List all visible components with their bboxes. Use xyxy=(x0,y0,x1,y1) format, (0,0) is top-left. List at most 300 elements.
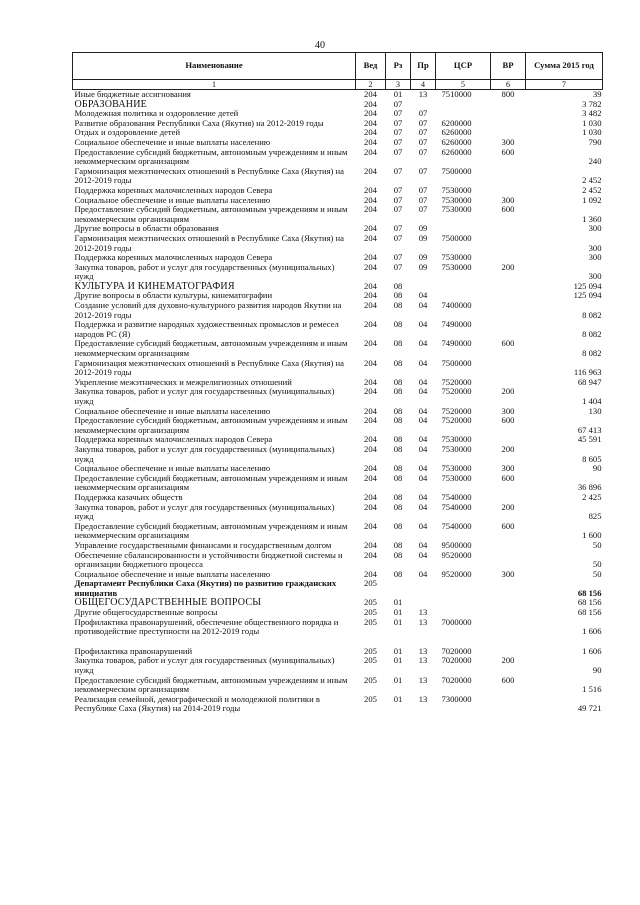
cell-sum: 90 xyxy=(592,665,602,676)
cell-name: Социальное обеспечение и иные выплаты населению xyxy=(74,463,271,474)
cell-ved: 205 xyxy=(364,645,377,656)
table-row xyxy=(73,676,603,695)
cell-vr: 200 xyxy=(501,386,515,397)
cell-ved: 204 xyxy=(364,117,377,128)
cell-sum: 2 452 xyxy=(582,175,602,186)
cell-sum: 50 xyxy=(592,559,602,570)
cell-sum: 825 xyxy=(588,511,602,522)
table-row xyxy=(73,695,603,714)
cell-sum: 300 xyxy=(588,271,602,282)
table-row xyxy=(73,148,603,167)
cell-rz: 01 xyxy=(393,645,403,656)
cell-sum: 2 425 xyxy=(582,491,602,502)
cell-ved: 204 xyxy=(364,472,377,483)
cell-pr: 13 xyxy=(418,674,428,685)
cell-ved: 205 xyxy=(364,607,377,618)
cell-name: Отдых и оздоровление детей xyxy=(74,127,181,138)
cell-name: Предоставление субсидий бюджетным, автономным учреждениям и иным некоммерческим организациям xyxy=(74,520,348,541)
cell-name: Поддержка коренных малочисленных народов Севера xyxy=(74,434,273,445)
cell-pr: 07 xyxy=(418,117,428,128)
cell-pr: 04 xyxy=(418,376,428,387)
cell-rz: 08 xyxy=(393,338,403,349)
cell-ved: 204 xyxy=(364,261,377,272)
cell-ved: 204 xyxy=(364,501,377,512)
cell-csr: 7000000 xyxy=(441,616,472,627)
cell-sum: 125 094 xyxy=(573,290,602,301)
cell-csr: 9500000 xyxy=(441,539,472,550)
cell-sum: 1 360 xyxy=(582,213,602,224)
cell-sum: 1 516 xyxy=(582,684,602,695)
cell-vr xyxy=(491,282,526,292)
cell-csr: 7500000 xyxy=(441,357,472,368)
cell-sum: 790 xyxy=(588,136,602,147)
cell-csr: 7530000 xyxy=(441,463,472,474)
cell-pr: 07 xyxy=(418,127,428,138)
table-row xyxy=(73,387,603,406)
cell-name: Гармонизация межэтнических отношений в Республике Саха (Якутия) на 2012-2019 годы xyxy=(74,232,344,253)
cell-rz: 07 xyxy=(393,204,403,215)
cell-csr: 6260000 xyxy=(441,127,472,138)
cell-sum: 8 082 xyxy=(582,309,602,320)
cell-sum: 90 xyxy=(592,463,602,474)
cell-rz: 08 xyxy=(393,405,403,416)
cell-csr: 6260000 xyxy=(441,146,472,157)
cell-ved: 204 xyxy=(364,146,377,157)
cell-csr: 6260000 xyxy=(441,136,472,147)
cell-name: Закупка товаров, работ и услуг для государственных (муниципальных) нужд xyxy=(74,261,335,282)
table-row xyxy=(73,234,603,253)
table-row xyxy=(73,618,603,637)
column-numbers-row xyxy=(73,80,603,90)
cell-sum: 130 xyxy=(588,405,602,416)
table-body xyxy=(73,90,603,715)
cell-sum: 1 092 xyxy=(582,194,602,205)
cell-csr xyxy=(436,579,491,598)
cell-ved: 204 xyxy=(364,376,377,387)
cell-ved: 204 xyxy=(364,98,377,109)
cell-pr: 13 xyxy=(418,655,428,666)
cell-rz: 01 xyxy=(393,607,403,618)
header-rz: Рз xyxy=(386,53,411,80)
cell-csr: 7530000 xyxy=(441,184,472,195)
cell-csr: 7300000 xyxy=(441,693,472,704)
cell-ved: 204 xyxy=(364,232,377,243)
cell-vr xyxy=(491,618,526,637)
cell-vr xyxy=(491,551,526,570)
cell-pr: 04 xyxy=(418,300,428,311)
cell-pr: 04 xyxy=(418,463,428,474)
cell-ved: 205 xyxy=(364,597,377,608)
cell-name: Обеспечение сбалансированности и устойчивости бюджетной системы и организации бюджетного процесса xyxy=(74,549,343,570)
cell-name: Гармонизация межэтнических отношений в Республике Саха (Якутия) на 2012-2019 годы xyxy=(74,357,344,378)
cell-vr xyxy=(491,234,526,253)
cell-ved: 205 xyxy=(364,655,377,666)
cell-sum: 68 947 xyxy=(577,376,602,387)
cell-csr: 7540000 xyxy=(441,520,472,531)
cell-name: Предоставление субсидий бюджетным, автономным учреждениям и иным некоммерческим организациям xyxy=(74,146,348,167)
cell-sum: 1 606 xyxy=(582,645,602,656)
table-row xyxy=(73,320,603,339)
header-ved: Вед xyxy=(356,53,386,80)
cell-pr: 04 xyxy=(418,443,428,454)
column-number: 2 xyxy=(356,80,386,90)
cell-name: Другие общегосударственные вопросы xyxy=(74,607,218,618)
cell-vr xyxy=(491,301,526,320)
cell-vr: 300 xyxy=(501,463,515,474)
cell-rz: 08 xyxy=(393,501,403,512)
cell-sum: 240 xyxy=(588,156,602,167)
cell-pr: 04 xyxy=(418,472,428,483)
cell-ved: 204 xyxy=(364,252,377,263)
cell-ved: 204 xyxy=(364,280,377,291)
cell-vr: 800 xyxy=(501,89,515,99)
cell-ved: 204 xyxy=(364,338,377,349)
table-row xyxy=(73,522,603,541)
cell-name: Социальное обеспечение и иные выплаты населению xyxy=(74,194,271,205)
cell-csr: 7530000 xyxy=(441,194,472,205)
cell-sum: 125 094 xyxy=(573,280,602,291)
cell-sum: 8 605 xyxy=(582,453,602,464)
table-row xyxy=(73,445,603,464)
cell-ved: 205 xyxy=(364,616,377,627)
cell-pr: 04 xyxy=(418,357,428,368)
cell-csr: 7500000 xyxy=(441,232,472,243)
cell-name: Закупка товаров, работ и услуг для государственных (муниципальных) нужд xyxy=(74,443,335,464)
cell-vr xyxy=(491,109,526,119)
cell-csr: 7520000 xyxy=(441,405,472,416)
cell-rz: 07 xyxy=(393,108,403,119)
cell-ved: 204 xyxy=(364,89,377,99)
cell-ved: 204 xyxy=(364,405,377,416)
cell-pr: 04 xyxy=(418,434,428,445)
cell-pr: 04 xyxy=(418,405,428,416)
table-header xyxy=(73,53,603,90)
cell-vr: 300 xyxy=(501,405,515,416)
cell-csr: 7510000 xyxy=(441,89,472,99)
cell-csr: 7520000 xyxy=(441,386,472,397)
cell-name: Предоставление субсидий бюджетным, автономным учреждениям и иным некоммерческим организациям xyxy=(74,338,348,359)
cell-rz: 08 xyxy=(393,319,403,330)
cell-pr: 04 xyxy=(418,415,428,426)
cell-rz: 07 xyxy=(393,117,403,128)
table-row xyxy=(73,301,603,320)
cell-sum: 67 413 xyxy=(577,424,602,435)
cell-rz: 08 xyxy=(393,376,403,387)
column-number: 4 xyxy=(411,80,436,90)
cell-rz: 08 xyxy=(393,549,403,560)
cell-pr: 09 xyxy=(418,261,428,272)
cell-name: Предоставление субсидий бюджетным, автономным учреждениям и иным некоммерческим организациям xyxy=(74,204,348,224)
cell-name: Создание условий для духовно-культурного развития народов Якутии на 2012-2019 годы xyxy=(74,300,342,320)
cell-rz: 07 xyxy=(393,127,403,138)
cell-rz: 07 xyxy=(393,165,403,176)
cell-sum: 1 030 xyxy=(582,127,602,138)
header-name: Наименование xyxy=(73,53,356,80)
cell-pr: 07 xyxy=(418,108,428,119)
cell-csr xyxy=(436,282,491,292)
cell-csr: 7530000 xyxy=(441,434,472,445)
cell-sum: 2 452 xyxy=(582,184,602,195)
cell-vr xyxy=(491,320,526,339)
cell-pr: 04 xyxy=(418,539,428,550)
cell-csr: 7520000 xyxy=(441,415,472,426)
cell-vr xyxy=(491,167,526,186)
column-number: 6 xyxy=(491,80,526,90)
cell-name: Предоставление субсидий бюджетным, автономным учреждениям и иным некоммерческим организациям xyxy=(74,472,348,493)
cell-pr: 09 xyxy=(418,252,428,263)
cell-ved: 205 xyxy=(364,578,377,589)
budget-table xyxy=(72,52,603,714)
cell-ved: 204 xyxy=(364,108,377,119)
cell-name: Департамент Республики Саха (Якутия) по развитию гражданских инициатив xyxy=(74,578,337,598)
cell-pr: 13 xyxy=(418,645,428,656)
cell-vr: 600 xyxy=(501,415,515,426)
cell-ved: 204 xyxy=(364,319,377,330)
cell-name: Гармонизация межэтнических отношений в Республике Саха (Якутия) на 2012-2019 годы xyxy=(74,165,344,186)
cell-csr: 7020000 xyxy=(441,655,472,666)
cell-ved: 204 xyxy=(364,520,377,531)
cell-ved: 204 xyxy=(364,184,377,195)
cell-name: Поддержка коренных малочисленных народов Севера xyxy=(74,252,273,263)
cell-name: Профилактика правонарушений, обеспечение общественного порядка и противодействие преступности на 2012-2019 годы xyxy=(74,616,339,637)
cell-csr: 7020000 xyxy=(441,674,472,685)
cell-vr: 200 xyxy=(501,443,515,454)
cell-rz: 08 xyxy=(393,463,403,474)
column-number: 7 xyxy=(526,80,603,90)
cell-ved: 204 xyxy=(364,165,377,176)
cell-ved: 205 xyxy=(364,693,377,704)
cell-pr: 13 xyxy=(418,616,428,627)
cell-pr: 04 xyxy=(418,290,428,301)
cell-csr: 7490000 xyxy=(441,319,472,330)
cell-ved: 204 xyxy=(364,415,377,426)
cell-name: Предоставление субсидий бюджетным, автономным учреждениям и иным некоммерческим организациям xyxy=(74,415,348,435)
cell-ved: 204 xyxy=(364,223,377,234)
cell-csr: 7490000 xyxy=(441,338,472,349)
cell-rz: 08 xyxy=(393,539,403,550)
cell-rz: 01 xyxy=(393,597,403,608)
cell-rz: 07 xyxy=(393,136,403,147)
cell-sum: 68 156 xyxy=(577,587,602,598)
cell-name: Молодежная политика и оздоровление детей xyxy=(74,108,239,119)
cell-rz: 01 xyxy=(393,89,403,99)
column-number: 3 xyxy=(386,80,411,90)
table-row xyxy=(73,339,603,358)
cell-ved: 204 xyxy=(364,194,377,205)
cell-rz: 07 xyxy=(393,194,403,205)
cell-csr: 7400000 xyxy=(441,300,472,311)
page-number: 40 xyxy=(315,40,325,51)
cell-ved: 204 xyxy=(364,300,377,311)
header-sum: Сумма 2015 год xyxy=(526,53,603,80)
header-vr: ВР xyxy=(491,53,526,80)
cell-rz: 01 xyxy=(393,693,403,704)
cell-pr: 13 xyxy=(418,693,428,704)
cell-rz: 08 xyxy=(393,415,403,426)
cell-vr: 600 xyxy=(501,674,515,685)
cell-sum: 1 606 xyxy=(582,626,602,637)
cell-rz: 08 xyxy=(393,568,403,579)
table-row xyxy=(73,205,603,224)
cell-name: Укрепление межэтнических и межрелигиозных отношений xyxy=(74,376,292,387)
cell-rz: 08 xyxy=(393,491,403,502)
cell-csr: 7530000 xyxy=(441,472,472,483)
cell-csr: 7530000 xyxy=(441,252,472,263)
cell-vr: 600 xyxy=(501,338,515,349)
cell-ved: 204 xyxy=(364,136,377,147)
cell-sum: 116 963 xyxy=(573,367,602,378)
cell-vr xyxy=(491,608,526,618)
cell-csr: 7530000 xyxy=(441,261,472,272)
cell-sum: 8 082 xyxy=(582,348,602,359)
cell-sum: 68 156 xyxy=(577,597,602,608)
cell-pr: 13 xyxy=(418,89,428,99)
cell-vr: 300 xyxy=(501,568,515,579)
cell-rz: 08 xyxy=(393,520,403,531)
cell-pr: 07 xyxy=(418,204,428,215)
cell-pr: 04 xyxy=(418,568,428,579)
cell-rz: 08 xyxy=(393,290,403,301)
cell-name: Другие вопросы в области культуры, кинематографии xyxy=(74,290,273,301)
cell-rz: 08 xyxy=(393,443,403,454)
cell-sum: 1 600 xyxy=(582,530,602,541)
cell-sum: 300 xyxy=(588,242,602,253)
table-row xyxy=(73,263,603,282)
cell-sum: 50 xyxy=(592,568,602,579)
cell-ved: 204 xyxy=(364,549,377,560)
table-row xyxy=(73,656,603,675)
cell-name: Социальное обеспечение и иные выплаты населению xyxy=(74,568,271,579)
cell-rz: 08 xyxy=(393,357,403,368)
cell-rz: 01 xyxy=(393,674,403,685)
cell-name: ОБРАЗОВАНИЕ xyxy=(74,98,147,110)
cell-ved: 204 xyxy=(364,386,377,397)
cell-name: Развитие образования Республики Саха (Якутия) на 2012-2019 годы xyxy=(74,117,324,128)
cell-csr: 7520000 xyxy=(441,376,472,387)
cell-csr: 6200000 xyxy=(441,117,472,128)
table-row xyxy=(73,503,603,522)
cell-sum: 3 782 xyxy=(582,98,602,109)
cell-sum: 8 082 xyxy=(582,328,602,339)
cell-sum: 300 xyxy=(588,223,602,234)
cell-name: КУЛЬТУРА И КИНЕМАТОГРАФИЯ xyxy=(74,280,235,292)
cell-name: ОБЩЕГОСУДАРСТВЕННЫЕ ВОПРОСЫ xyxy=(74,597,262,609)
cell-vr xyxy=(491,541,526,551)
cell-rz: 07 xyxy=(393,146,403,157)
cell-name: Реализация семейной, демографической и молодежной политики в Республике Саха (Якутия) на 2014-2019 годы xyxy=(74,693,320,714)
cell-ved: 204 xyxy=(364,443,377,454)
header-csr: ЦСР xyxy=(436,53,491,80)
cell-name: Поддержка коренных малочисленных народов Севера xyxy=(74,184,273,195)
cell-name: Другие вопросы в области образования xyxy=(74,223,219,234)
cell-rz: 07 xyxy=(393,252,403,263)
cell-vr xyxy=(491,637,526,647)
cell-name: Закупка товаров, работ и услуг для государственных (муниципальных) нужд xyxy=(74,501,335,522)
cell-csr: 7020000 xyxy=(441,645,472,656)
cell-vr: 300 xyxy=(501,136,515,147)
cell-sum: 3 482 xyxy=(582,108,602,119)
cell-name: Социальное обеспечение и иные выплаты населению xyxy=(74,405,271,416)
cell-pr: 04 xyxy=(418,338,428,349)
cell-csr: 9520000 xyxy=(441,549,472,560)
cell-sum: 39 xyxy=(592,89,602,99)
table-row xyxy=(73,359,603,378)
cell-pr: 04 xyxy=(418,386,428,397)
cell-pr: 04 xyxy=(418,549,428,560)
cell-vr: 200 xyxy=(501,261,515,272)
cell-ved: 205 xyxy=(364,674,377,685)
cell-sum: 45 591 xyxy=(577,434,602,445)
header-pr: Пр xyxy=(411,53,436,80)
cell-vr: 300 xyxy=(501,194,515,205)
cell-pr: 07 xyxy=(418,194,428,205)
cell-rz xyxy=(386,579,411,598)
cell-rz: 07 xyxy=(393,98,403,109)
column-number: 5 xyxy=(436,80,491,90)
cell-name: Профилактика правонарушений xyxy=(74,645,193,656)
cell-name: Предоставление субсидий бюджетным, автономным учреждениям и иным некоммерческим организациям xyxy=(74,674,348,695)
cell-rz: 08 xyxy=(393,434,403,445)
cell-name: Закупка товаров, работ и услуг для государственных (муниципальных) нужд xyxy=(74,386,335,406)
cell-sum: 50 xyxy=(592,539,602,550)
cell-rz: 08 xyxy=(393,472,403,483)
cell-vr: 600 xyxy=(501,204,515,215)
cell-ved: 204 xyxy=(364,290,377,301)
cell-vr xyxy=(491,224,526,234)
cell-vr xyxy=(491,359,526,378)
cell-pr: 04 xyxy=(418,520,428,531)
cell-csr: 7530000 xyxy=(441,204,472,215)
cell-sum: 68 156 xyxy=(577,607,602,618)
cell-csr: 7500000 xyxy=(441,165,472,176)
table-row xyxy=(73,416,603,435)
cell-pr: 13 xyxy=(418,607,428,618)
cell-name: Закупка товаров, работ и услуг для государственных (муниципальных) нужд xyxy=(74,655,335,676)
cell-pr: 04 xyxy=(418,491,428,502)
cell-vr xyxy=(491,291,526,301)
cell-pr: 09 xyxy=(418,232,428,243)
cell-rz: 07 xyxy=(393,184,403,195)
cell-rz: 08 xyxy=(393,386,403,397)
cell-ved: 204 xyxy=(364,491,377,502)
cell-csr: 7540000 xyxy=(441,501,472,512)
cell-pr: 04 xyxy=(418,501,428,512)
cell-pr: 07 xyxy=(418,136,428,147)
cell-csr xyxy=(436,100,491,110)
cell-csr: 7530000 xyxy=(441,443,472,454)
cell-vr: 200 xyxy=(501,501,515,512)
cell-pr: 09 xyxy=(418,223,428,234)
cell-sum: 1 404 xyxy=(582,396,602,406)
table-row xyxy=(73,579,603,598)
cell-sum: 300 xyxy=(588,252,602,263)
cell-csr xyxy=(436,598,491,608)
cell-ved: 204 xyxy=(364,357,377,368)
cell-name: Иные бюджетные ассигнования xyxy=(74,89,191,99)
cell-rz: 01 xyxy=(393,616,403,627)
cell-ved: 204 xyxy=(364,463,377,474)
cell-pr xyxy=(411,579,436,598)
table-row xyxy=(73,551,603,570)
cell-rz: 07 xyxy=(393,232,403,243)
column-number: 1 xyxy=(73,80,356,90)
cell-rz: 07 xyxy=(393,261,403,272)
cell-sum: 49 721 xyxy=(577,703,602,714)
cell-ved: 204 xyxy=(364,434,377,445)
cell-vr xyxy=(491,100,526,110)
cell-vr: 600 xyxy=(501,146,515,157)
cell-name: Поддержка и развитие народных художественных промыслов и ремесел народов РС (Я) xyxy=(74,319,339,339)
